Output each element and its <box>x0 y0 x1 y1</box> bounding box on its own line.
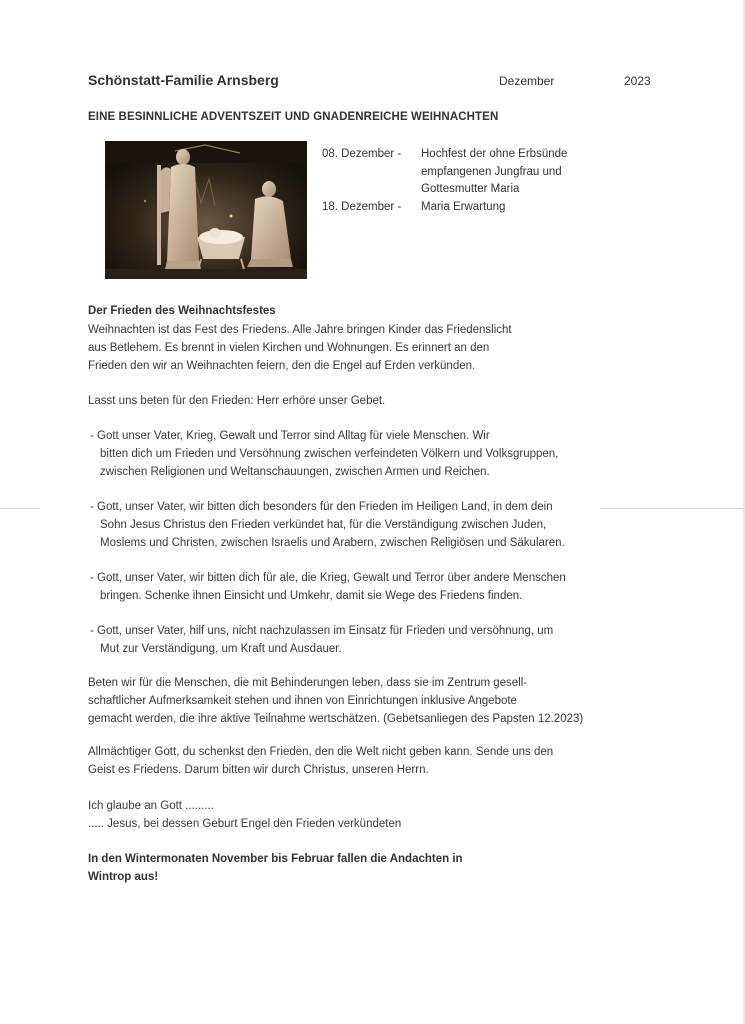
text-line: - Gott unser Vater, Krieg, Gewalt und Terror sind Alltag für viele Menschen. Wir <box>90 430 490 442</box>
text-line: schaftlicher Aufmerksamkeit stehen und ihnen von Einrichtungen inklusive Angebote <box>88 694 517 707</box>
text-line: gemacht werden, die ihre aktive Teilnahme wertschätzen. (Gebetsanliegen des Papsten 12.2023) <box>88 712 584 725</box>
text-line: zwischen Religionen und Weltanschauungen, zwischen Armen und Reichen. <box>100 465 490 478</box>
text-line: Sohn Jesus Christus den Frieden verkündet hat, für die Verständigung zwischen Juden, <box>100 518 547 531</box>
pope-intention-paragraph <box>88 675 583 728</box>
text-line: Moslems und Christen, zwischen Israelis und Arabern, zwischen Religiösen und Säkularen. <box>100 536 565 549</box>
text-line: bringen. Schenke ihnen Einsicht und Umkehr, damit sie Wege des Friedens finden. <box>100 589 523 602</box>
text-line: aus Betlehem. Es brennt in vielen Kirchen und Wohnungen. Es erinnert an den <box>88 341 490 354</box>
header-year: 2023 <box>624 74 651 88</box>
feast-row <box>322 146 611 199</box>
text-line: - Gott, unser Vater, hilf uns, nicht nachzulassen im Einsatz für Frieden und versöhnung, um <box>90 625 554 637</box>
closing-prayer <box>88 744 553 780</box>
headline: EINE BESINNLICHE ADVENTSZEIT UND GNADENREICHE WEIHNACHTEN <box>88 111 499 123</box>
organization-name: Schönstatt-Familie Arnsberg <box>88 72 279 88</box>
text-line: Mut zur Verständigung, um Kraft und Ausdauer. <box>100 642 342 655</box>
text-line: ..... Jesus, bei dessen Geburt Engel den Frieden verkündeten <box>88 817 402 830</box>
feast-title-line: empfangenen Jungfrau und <box>421 165 562 178</box>
text-line: Allmächtiger Gott, du schenkst den Frieden, den die Welt nicht geben kann. Sende uns den <box>88 746 554 758</box>
text-line: Beten wir für die Menschen, die mit Behinderungen leben, dass sie im Zentrum gesell- <box>88 677 528 689</box>
scan-artifact-line <box>600 508 745 509</box>
schedule-notice <box>88 850 463 886</box>
section-title: Der Frieden des Weihnachtsfestes <box>88 305 276 317</box>
feast-row <box>322 199 611 217</box>
petition <box>90 623 553 659</box>
intro-paragraph <box>88 322 512 375</box>
creed <box>88 798 401 834</box>
text-line: In den Wintermonaten November bis Februar fallen die Andachten in <box>88 853 463 865</box>
feast-date: 08. Dezember - <box>322 148 402 160</box>
nativity-scene-photo <box>105 141 307 279</box>
feast-days <box>322 146 611 216</box>
text-line: Frieden den wir an Weihnachten feiern, den die Engel auf Erden verkünden. <box>88 359 476 372</box>
text-line: - Gott, unser Vater, wir bitten dich besonders für den Frieden im Heiligen Land, in dem dein <box>90 501 553 513</box>
feast-title <box>421 199 611 217</box>
text-line: Weihnachten ist das Fest des Friedens. Alle Jahre bringen Kinder das Friedenslicht <box>88 324 512 336</box>
petition <box>90 499 565 552</box>
text-line: bitten dich um Frieden und Versöhnung zwischen verfeindeten Völkern und Volksgruppen, <box>100 447 559 460</box>
text-line: Ich glaube an Gott ......... <box>88 800 214 812</box>
petition <box>90 570 566 606</box>
feast-title-line: Gottesmutter Maria <box>421 183 520 196</box>
petition <box>90 428 558 481</box>
feast-title-line: Hochfest der ohne Erbsünde <box>421 148 568 160</box>
feast-title <box>421 146 611 199</box>
text-line: - Gott, unser Vater, wir bitten dich für ale, die Krieg, Gewalt und Terror über andere Menschen <box>90 572 566 584</box>
text-line: Wintrop aus! <box>88 871 159 883</box>
feast-title-line: Maria Erwartung <box>421 200 506 213</box>
feast-date: 18. Dezember - <box>322 200 402 213</box>
text-line: Geist es Friedens. Darum bitten wir durch Christus, unseren Herrn. <box>88 763 429 776</box>
prayer-call: Lasst uns beten für den Frieden: Herr erhöre unser Gebet. <box>88 395 386 407</box>
scan-artifact-line <box>0 508 40 509</box>
header-month: Dezember <box>499 74 555 88</box>
